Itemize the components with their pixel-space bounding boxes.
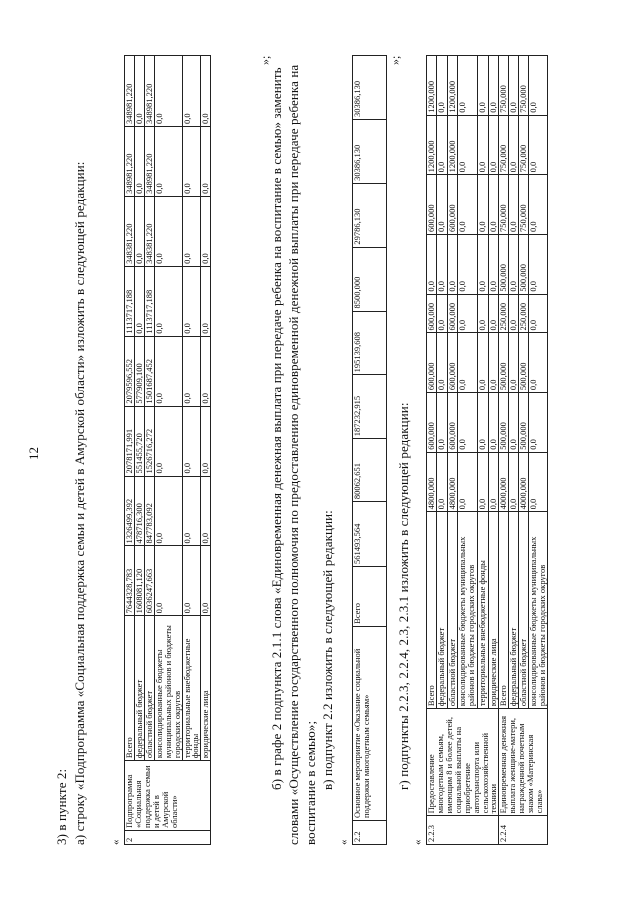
t3-cell: 0,0 <box>488 56 499 116</box>
t1-cell: 577909,100 <box>134 336 144 406</box>
t1-cell: 6036247,663 <box>144 546 154 616</box>
t1-cell: 0,0 <box>201 336 211 406</box>
t1-cell: 0,0 <box>182 336 201 406</box>
table-2-2 <box>352 55 387 845</box>
t1-cell: 0,0 <box>201 476 211 546</box>
t1-cell: 551455,720 <box>134 406 144 476</box>
t3-cell: 4000,000 <box>499 452 509 512</box>
t3-cell: 0,0 <box>437 175 447 235</box>
t3-cell: 0,0 <box>529 393 548 453</box>
t1-cell: 0,0 <box>134 266 144 336</box>
t1-cell: 1526716,272 <box>144 406 154 476</box>
t2-cell: 80062,651 <box>353 439 387 502</box>
t1-cell: 0,0 <box>154 266 182 336</box>
t3-cell: 0,0 <box>529 294 548 333</box>
t3-cell: 750,000 <box>499 56 509 116</box>
t3-cell: 0,0 <box>529 175 548 235</box>
t1-cell: 348981,220 <box>144 56 154 127</box>
t3-cell: 600,000 <box>447 175 457 235</box>
t1-cell: 0,0 <box>154 56 182 127</box>
t2-cell: 30386,130 <box>353 56 387 120</box>
t1-cell: 7644328,783 <box>125 546 135 616</box>
open-quote-1: « <box>110 839 122 845</box>
t1-cell: 0,0 <box>134 127 144 197</box>
t1-cell: 0,0 <box>182 196 201 266</box>
t1-cell: 0,0 <box>134 56 144 127</box>
t3-cell: 750,000 <box>519 175 529 235</box>
t3-a-num: 2.2.3 <box>427 816 499 845</box>
t3-cell: 0,0 <box>458 393 478 453</box>
t3-cell: 0,0 <box>478 333 488 393</box>
t1-cell: 0,0 <box>201 127 211 197</box>
t1-cell: 0,0 <box>154 406 182 476</box>
t1-cell: 0,0 <box>182 546 201 616</box>
close-quote-2: »; <box>388 55 402 65</box>
t3-cell: 0,0 <box>529 333 548 393</box>
t3-cell: 0,0 <box>488 452 499 512</box>
t3-a-label: территориальные внебюджетные фонды <box>478 512 488 709</box>
paragraph-v: в) подпункт 2.2 изложить в следующей редакции: <box>320 510 335 790</box>
t3-b-label: федеральный бюджет <box>509 512 519 709</box>
paragraph-3-heading: 3) в пункте 2: <box>54 768 69 845</box>
t3-cell: 0,0 <box>488 333 499 393</box>
t1-cell: 0,0 <box>201 406 211 476</box>
t3-cell: 1200,000 <box>447 115 457 175</box>
open-quote-3: « <box>412 839 424 845</box>
t3-a-title: Предоставление многодетным семьям, имеющим 8 и более детей, социальной выплаты на приобретение автотранспорта или сельскохозяйственной техники <box>427 709 499 816</box>
t3-b-label: областной бюджет <box>519 512 529 709</box>
t3-cell: 0,0 <box>478 56 488 116</box>
t1-cell: 348981,220 <box>125 127 135 197</box>
t3-cell: 500,000 <box>499 234 509 294</box>
t3-cell: 4000,000 <box>519 452 529 512</box>
t3-cell: 0,0 <box>478 175 488 235</box>
t1-r0-label: Всего <box>125 616 135 761</box>
t3-a-label: юридические лица <box>488 512 499 709</box>
paragraph-b: б) в графе 2 подпункта 2.1.1 слова «Единовременная денежная выплата при передаче ребенка на воспитание в семью» заменить словами «Осуществление государственного полномочия по предоставлению единовременной денежной выплаты при передаче ребенка на воспитание в семью»; <box>269 64 318 845</box>
t1-cell: 348381,220 <box>144 196 154 266</box>
t3-b-num: 2.2.4 <box>499 816 548 845</box>
t3-cell: 0,0 <box>478 294 488 333</box>
t3-cell: 600,000 <box>427 333 437 393</box>
t2-num: 2.2 <box>353 821 387 845</box>
t3-cell: 0,0 <box>437 452 447 512</box>
t3-cell: 0,0 <box>437 393 447 453</box>
t2-cell: 8500,000 <box>353 247 387 311</box>
t3-cell: 0,0 <box>509 175 519 235</box>
t3-cell: 0,0 <box>447 234 457 294</box>
t3-cell: 0,0 <box>437 294 447 333</box>
t1-cell: 1113717,188 <box>125 266 135 336</box>
t1-cell: 0,0 <box>201 56 211 127</box>
t3-cell: 0,0 <box>509 56 519 116</box>
t3-cell: 0,0 <box>529 56 548 116</box>
t3-cell: 500,000 <box>519 333 529 393</box>
t3-cell: 0,0 <box>529 234 548 294</box>
t1-cell: 0,0 <box>182 266 201 336</box>
t3-cell: 0,0 <box>478 115 488 175</box>
table-subprogram <box>124 55 211 845</box>
t3-cell: 0,0 <box>488 294 499 333</box>
t1-cell: 0,0 <box>201 266 211 336</box>
t3-cell: 600,000 <box>427 175 437 235</box>
t1-cell: 0,0 <box>154 196 182 266</box>
t1-cell: 0,0 <box>154 336 182 406</box>
t3-cell: 0,0 <box>488 175 499 235</box>
t3-cell: 0,0 <box>437 333 447 393</box>
paragraph-a: а) строку «Подпрограмма «Социальная поддержка семьи и детей в Амурской области» изложить в следующей редакции: <box>72 161 87 845</box>
table-2-2-3-2-2-4 <box>426 55 548 845</box>
t3-cell: 0,0 <box>509 393 519 453</box>
t1-cell: 0,0 <box>182 476 201 546</box>
t3-cell: 600,000 <box>427 294 437 333</box>
t1-cell: 0,0 <box>154 476 182 546</box>
t3-cell: 500,000 <box>499 393 509 453</box>
t3-cell: 0,0 <box>509 294 519 333</box>
t3-cell: 600,000 <box>447 294 457 333</box>
t1-cell: 0,0 <box>134 196 144 266</box>
t3-cell: 0,0 <box>529 452 548 512</box>
t3-cell: 250,000 <box>499 294 509 333</box>
t3-cell: 0,0 <box>488 393 499 453</box>
t1-cell: 0,0 <box>182 56 201 127</box>
t3-cell: 250,000 <box>519 294 529 333</box>
t3-cell: 0,0 <box>458 452 478 512</box>
t2-title: Основное мероприятие «Оказание социальной поддержки многодетным семьям» <box>353 626 387 820</box>
t1-cell: 0,0 <box>201 196 211 266</box>
t3-b-title: Единовременная денежная выплата женщине-матери, награжденной почетным знаком «Материнская слава» <box>499 709 548 816</box>
t3-a-label: областной бюджет <box>447 512 457 709</box>
t3-cell: 0,0 <box>437 115 447 175</box>
t3-b-label: консолидированные бюджеты муниципальных районов и бюджеты городских округов <box>529 512 548 709</box>
page-number: 12 <box>26 447 41 460</box>
t3-cell: 500,000 <box>499 333 509 393</box>
t2-cell: 30386,130 <box>353 119 387 183</box>
t3-cell: 0,0 <box>437 56 447 116</box>
t2-cell: 187232,915 <box>353 375 387 439</box>
close-quote-1: »; <box>258 55 272 65</box>
t1-cell: 0,0 <box>154 546 182 616</box>
t3-cell: 0,0 <box>488 115 499 175</box>
t1-cell: 478716,300 <box>134 476 144 546</box>
t1-r2-label: областной бюджет <box>144 616 154 761</box>
t3-cell: 0,0 <box>458 294 478 333</box>
t3-cell: 0,0 <box>509 234 519 294</box>
t3-cell: 0,0 <box>437 234 447 294</box>
t3-cell: 750,000 <box>499 175 509 235</box>
t3-cell: 0,0 <box>509 115 519 175</box>
t3-cell: 0,0 <box>458 175 478 235</box>
t3-cell: 600,000 <box>447 333 457 393</box>
t1-cell: 847783,092 <box>144 476 154 546</box>
t2-label: Всего <box>353 567 387 627</box>
t3-b-label: Всего <box>499 512 509 709</box>
t1-cell: 2079596,552 <box>125 336 135 406</box>
t1-cell: 348381,220 <box>125 196 135 266</box>
t3-cell: 4800,000 <box>447 452 457 512</box>
t2-cell: 195139,608 <box>353 311 387 375</box>
t3-cell: 750,000 <box>499 115 509 175</box>
t1-num: 2 <box>125 831 211 845</box>
t3-a-label: консолидированные бюджеты муниципальных районов и бюджеты городских округов <box>458 512 478 709</box>
t1-cell: 0,0 <box>154 127 182 197</box>
open-quote-2: « <box>338 839 350 845</box>
t3-a-label: Всего <box>427 512 437 709</box>
t1-cell: 1608081,120 <box>134 546 144 616</box>
t1-cell: 0,0 <box>182 127 201 197</box>
t3-cell: 0,0 <box>478 393 488 453</box>
t3-cell: 0,0 <box>458 333 478 393</box>
t3-cell: 600,000 <box>447 393 457 453</box>
t3-cell: 0,0 <box>488 234 499 294</box>
t3-cell: 0,0 <box>509 452 519 512</box>
t3-cell: 750,000 <box>519 115 529 175</box>
t1-title: Подпрограмма «Социальная поддержка семьи и детей в Амурской области» <box>125 761 211 831</box>
t1-r3-label: консолидированные бюджеты муниципальных районов и бюджеты городских округов <box>154 616 182 761</box>
t1-r5-label: юридические лица <box>201 616 211 761</box>
t3-cell: 500,000 <box>519 234 529 294</box>
t1-cell: 2078171,991 <box>125 406 135 476</box>
t1-r4-label: территориальные внебюджетные фонды <box>182 616 201 761</box>
t3-cell: 0,0 <box>478 452 488 512</box>
t1-r1-label: федеральный бюджет <box>134 616 144 761</box>
t3-cell: 1200,000 <box>427 115 437 175</box>
t3-cell: 600,000 <box>427 393 437 453</box>
t3-cell: 0,0 <box>509 333 519 393</box>
t1-cell: 0,0 <box>201 546 211 616</box>
t2-cell: 29786,130 <box>353 183 387 247</box>
t3-cell: 4800,000 <box>427 452 437 512</box>
t3-cell: 1200,000 <box>427 56 437 116</box>
t1-cell: 1501687,452 <box>144 336 154 406</box>
t1-cell: 348981,220 <box>144 127 154 197</box>
t1-cell: 0,0 <box>182 406 201 476</box>
t3-cell: 0,0 <box>458 234 478 294</box>
t1-cell: 348981,220 <box>125 56 135 127</box>
t1-cell: 1326499,392 <box>125 476 135 546</box>
t1-cell: 1113717,188 <box>144 266 154 336</box>
t3-cell: 750,000 <box>519 56 529 116</box>
t2-cell: 561493,564 <box>353 502 387 567</box>
t3-cell: 500,000 <box>519 393 529 453</box>
t3-cell: 0,0 <box>458 115 478 175</box>
t3-cell: 1200,000 <box>447 56 457 116</box>
t3-cell: 0,0 <box>458 56 478 116</box>
t3-cell: 0,0 <box>427 234 437 294</box>
t3-a-label: федеральный бюджет <box>437 512 447 709</box>
t3-cell: 0,0 <box>478 234 488 294</box>
t3-cell: 0,0 <box>529 115 548 175</box>
paragraph-g: г) подпункты 2.2.3, 2.2.4, 2.3, 2.3.1 изложить в следующей редакции: <box>396 402 411 790</box>
